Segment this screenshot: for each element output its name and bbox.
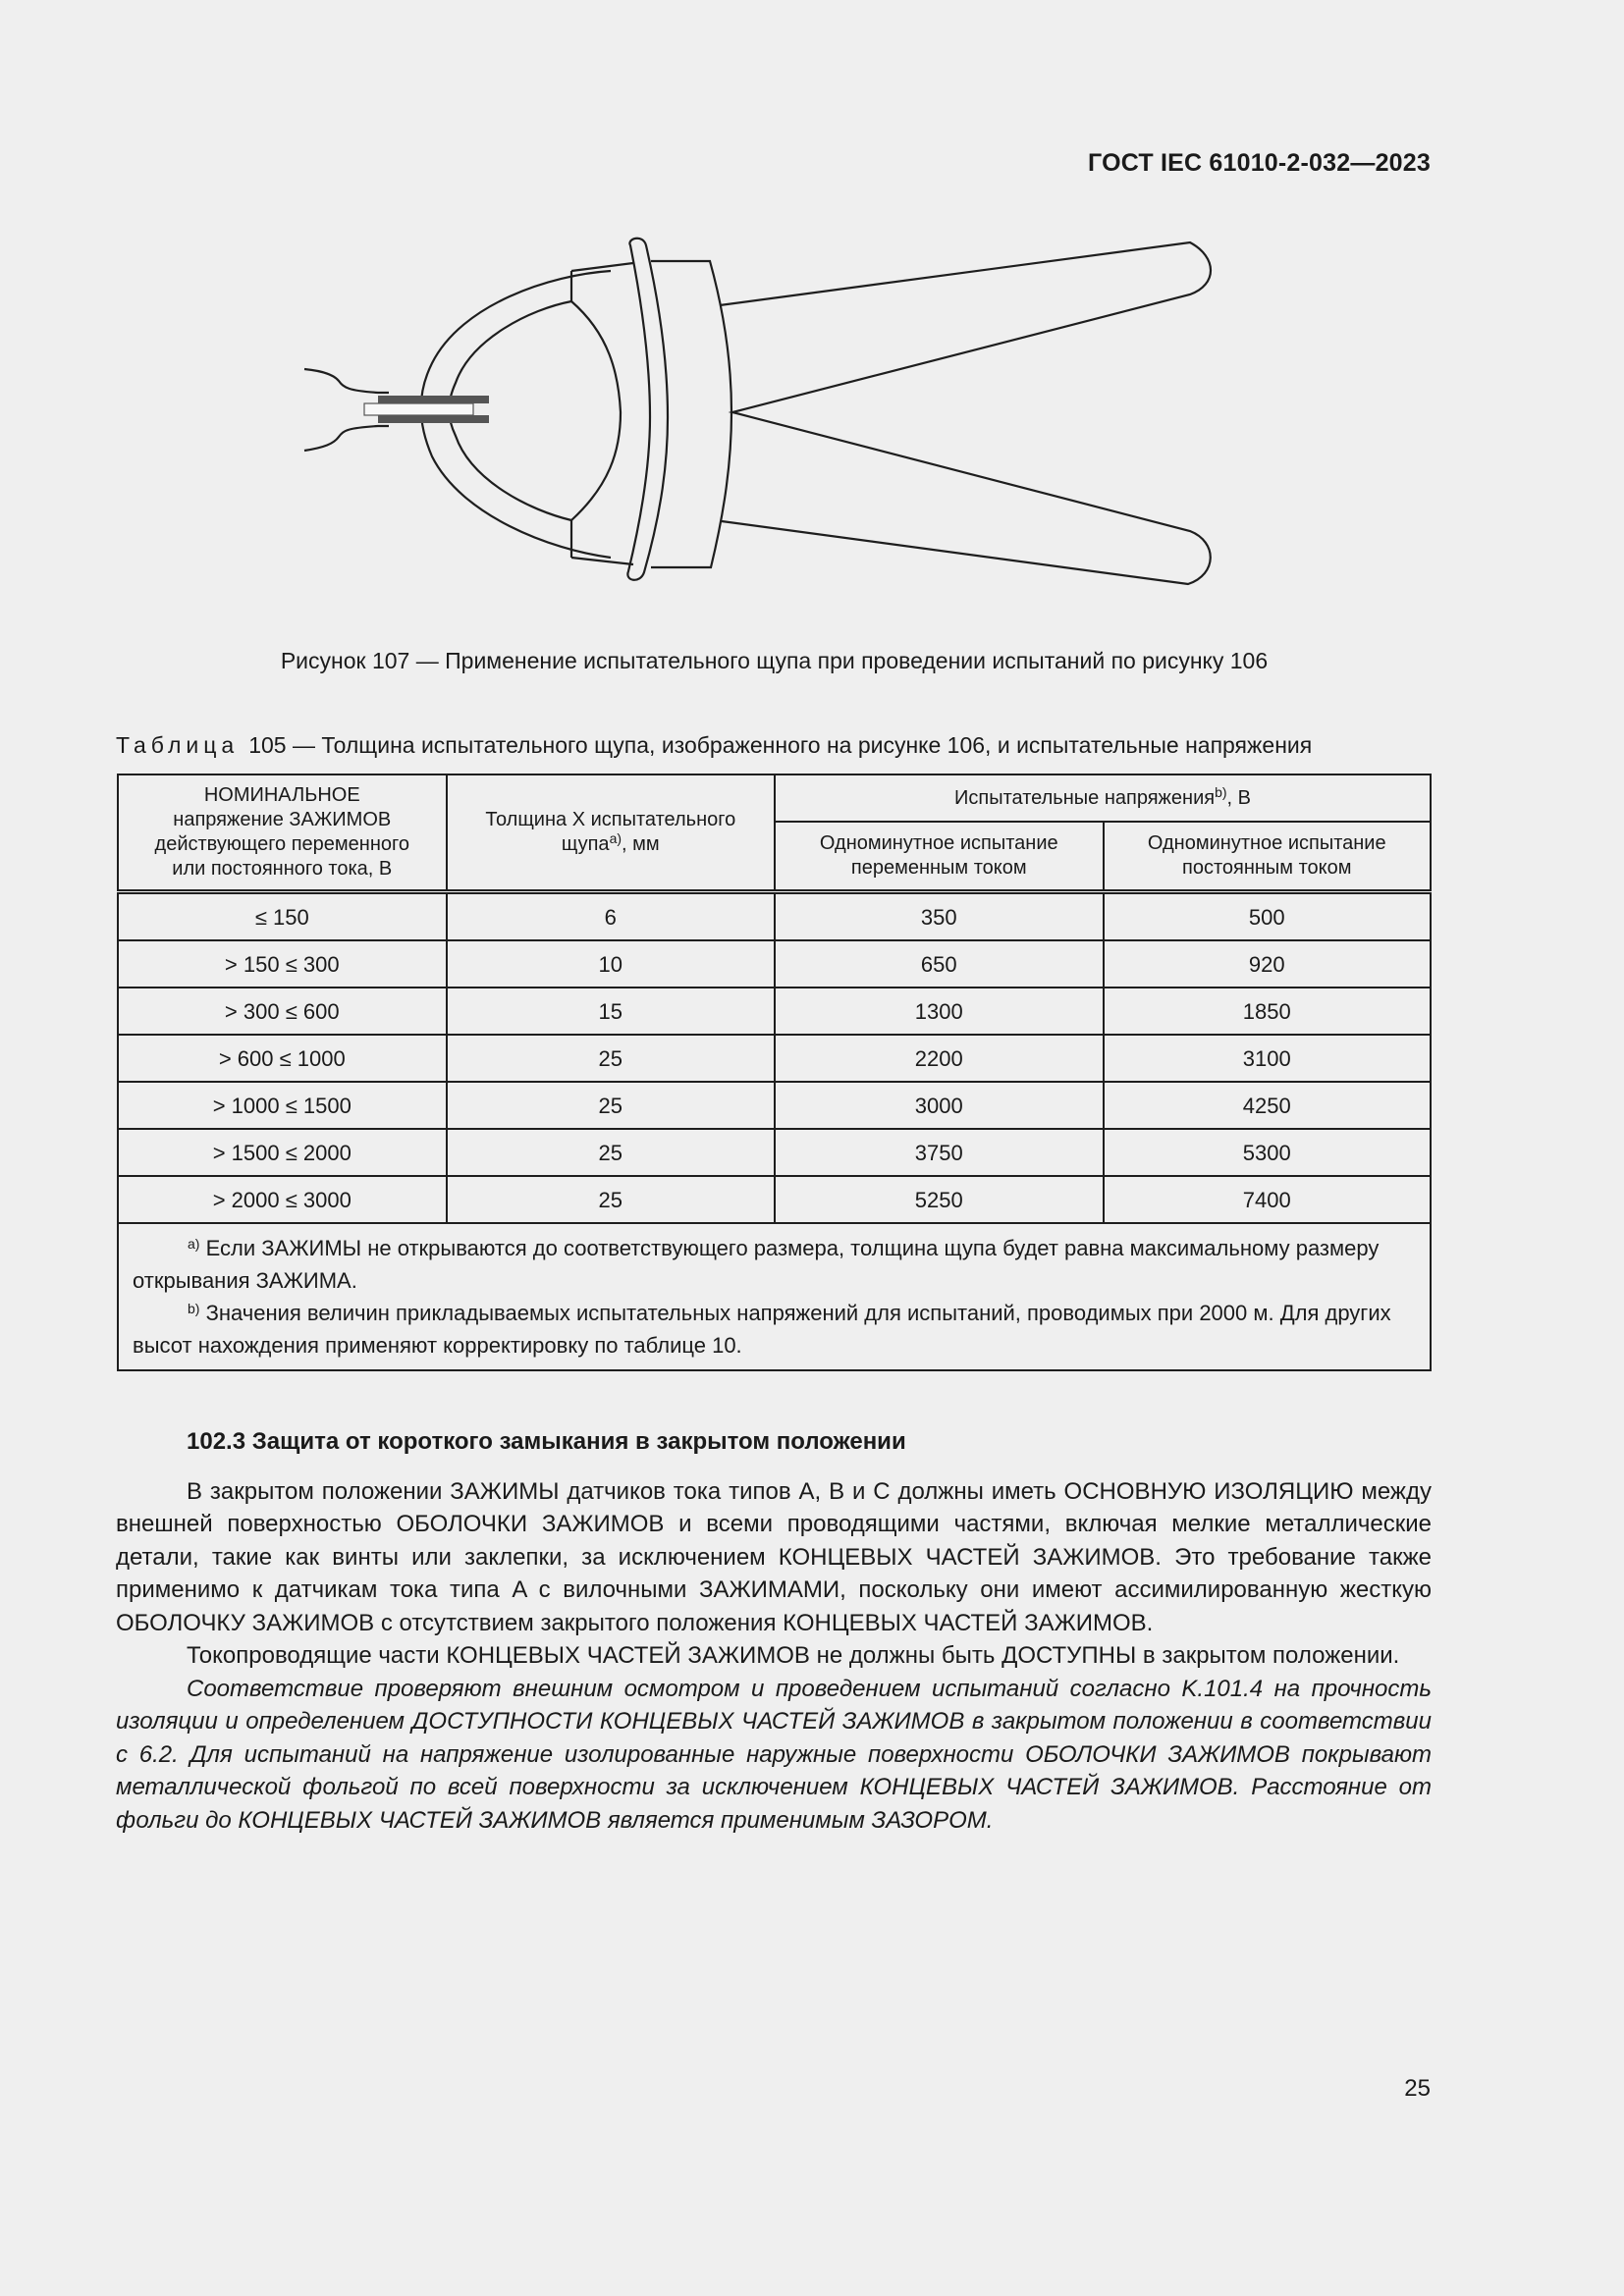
- header-rated-voltage: НОМИНАЛЬНОЕ напряжение ЗАЖИМОВ действующего переменного или постоянного тока, В: [118, 774, 447, 892]
- table-title-prefix: Таблица: [116, 732, 240, 758]
- table-row: > 1500 ≤ 2000 25 3750 5300: [118, 1129, 1431, 1176]
- test-voltage-table: [117, 774, 1432, 1371]
- section-102-3: [116, 1425, 1432, 1837]
- table-row: > 1000 ≤ 1500 25 3000 4250: [118, 1082, 1431, 1129]
- header-probe-thickness: Толщина X испытательного щупа$^{a)}$, мм: [447, 774, 776, 892]
- section-paragraph: Токопроводящие части КОНЦЕВЫХ ЧАСТЕЙ ЗАЖИМОВ не должны быть ДОСТУПНЫ в закрытом положении.: [187, 1642, 1400, 1669]
- table-note-b: $^{b)}$ Значения величин прикладываемых испытательных напряжений для испытаний, проводимых при 2000 м. Для других высот нахождения применяют корректировку по таблице 10.: [133, 1301, 1391, 1358]
- header-dc-test: Одноминутное испытание постоянным током: [1104, 822, 1432, 892]
- compliance-paragraph: Соответствие проверяют внешним осмотром и проведением испытаний согласно K.101.4 на прочность изоляции и определением ДОСТУПНОСТИ КОНЦЕВЫХ ЧАСТЕЙ ЗАЖИМОВ в закрытом положении в соответствии с 6.2. Для испытаний на напряжение изолированные наружные поверхности ОБОЛОЧКИ ЗАЖИМОВ покрывают металлической фольгой по всей поверхности за исключением КОНЦЕВЫХ ЧАСТЕЙ ЗАЖИМОВ. Расстояние от фольги до КОНЦЕВЫХ ЧАСТЕЙ ЗАЖИМОВ является применимым ЗАЗОРОМ.: [116, 1675, 1432, 1834]
- header-ac-test: Одноминутное испытание переменным током: [775, 822, 1103, 892]
- table-notes-row: [118, 1223, 1431, 1370]
- table-title: [116, 732, 1432, 759]
- table-row: > 600 ≤ 1000 25 2200 3100: [118, 1035, 1431, 1082]
- section-paragraph: В закрытом положении ЗАЖИМЫ датчиков тока типов A, B и C должны иметь ОСНОВНУЮ ИЗОЛЯЦИЮ между внешней поверхностью ОБОЛОЧКИ ЗАЖИМОВ и всеми проводящими частями, включая мелкие металлические детали, такие как винты или заклепки, за исключением КОНЦЕВЫХ ЧАСТЕЙ ЗАЖИМОВ. Это требование также применимо к датчикам тока типа A с вилочными ЗАЖИМАМИ, поскольку они имеют ассимилированную жесткую ОБОЛОЧКУ ЗАЖИМОВ с отсутствием закрытого положения КОНЦЕВЫХ ЧАСТЕЙ ЗАЖИМОВ.: [116, 1477, 1432, 1636]
- table-row: ≤ 150 6 350 500: [118, 892, 1431, 941]
- table-row: > 300 ≤ 600 15 1300 1850: [118, 988, 1431, 1035]
- header-test-voltages: Испытательные напряжения$^{b)}$, В: [775, 774, 1431, 822]
- table-note-a: $^{a)}$ Если ЗАЖИМЫ не открываются до соответствующего размера, толщина щупа будет равна максимальному размеру открывания ЗАЖИМА.: [133, 1236, 1380, 1293]
- page-number: 25: [1404, 2075, 1431, 2102]
- document-id-header: ГОСТ IEC 61010-2-032—2023: [1088, 149, 1431, 177]
- table-row: > 2000 ≤ 3000 25 5250 7400: [118, 1176, 1431, 1223]
- figure-caption: Рисунок 107 — Применение испытательного щупа при проведении испытаний по рисунку 106: [280, 648, 1269, 673]
- table-row: > 150 ≤ 300 10 650 920: [118, 940, 1431, 988]
- clamp-probe-figure: [295, 221, 1257, 604]
- table-notes: [118, 1223, 1431, 1370]
- table-title-text: 105 — Толщина испытательного щупа, изображенного на рисунке 106, и испытательные напряжения: [248, 732, 1313, 758]
- section-heading: 102.3 Защита от короткого замыкания в закрытом положении: [187, 1428, 906, 1455]
